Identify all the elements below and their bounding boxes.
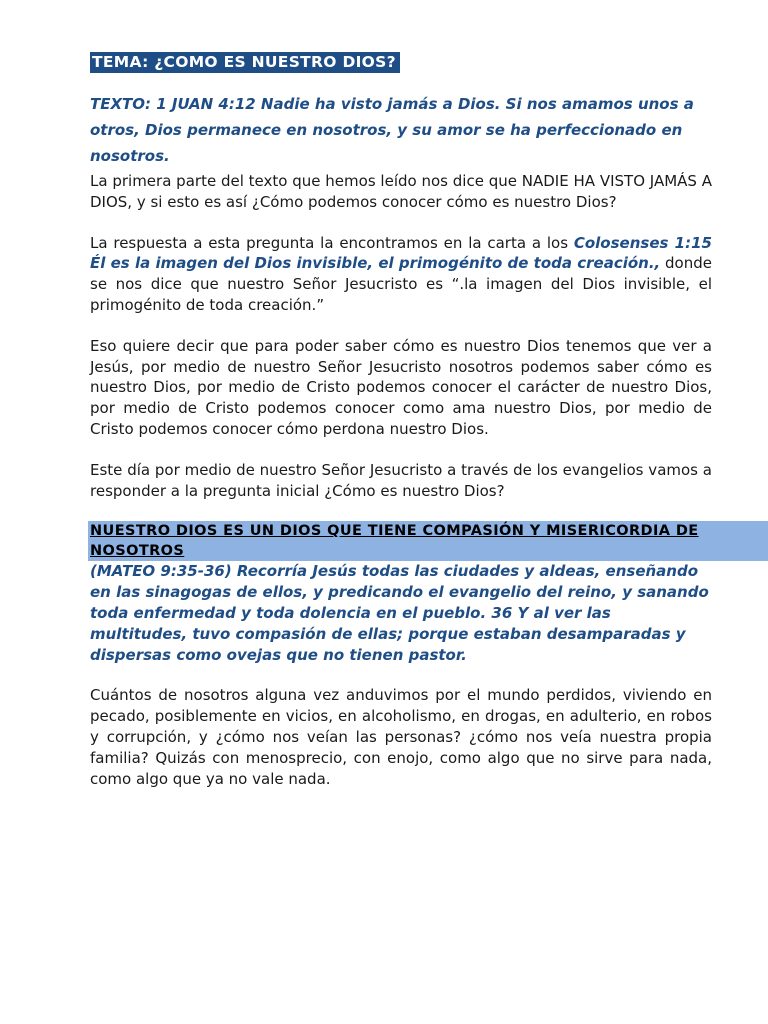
section-heading: NUESTRO DIOS ES UN DIOS QUE TIENE COMPASIÓN Y MISERICORDIA DE NOSOTROS — [88, 521, 768, 561]
paragraph-5: Cuántos de nosotros alguna vez anduvimos por el mundo perdidos, viviendo en pecado, posiblemente en vicios, en alcoholismo, en drogas, en adulterio, en robos y corrupción, y ¿cómo nos veían las personas? ¿cómo nos veía nuestra propia familia? Quizás con menosprecio, con enojo, como algo que no sirve para nada, como algo que ya no vale nada. — [90, 686, 712, 788]
paragraph-3: Eso quiere decir que para poder saber cómo es nuestro Dios tenemos que ver a Jesús, por medio de nuestro Señor Jesucristo nosotros podemos saber cómo es nuestro Dios, por medio de Cristo podemos conocer el carácter de nuestro Dios, por medio de Cristo podemos conocer como ama nuestro Dios, por medio de Cristo podemos conocer cómo perdona nuestro Dios. — [90, 336, 712, 438]
document-body — [90, 52, 712, 789]
mateo-verse: (MATEO 9:35-36) Recorría Jesús todas las ciudades y aldeas, enseñando en las sinagogas de ellos, y predicando el evangelio del reino, y sanando toda enfermedad y toda dolencia en el pueblo. 36 Y al ver las multitudes, tuvo compasión de ellas; porque estaban desamparadas y dispersas como ovejas que no tienen pastor. — [90, 562, 709, 664]
paragraph-2 — [90, 233, 712, 316]
colosenses-reference: Colosenses 1:15 Él es la imagen del Dios invisible, el primogénito de toda creación., — [90, 233, 712, 273]
page-title: TEMA: ¿COMO ES NUESTRO DIOS? — [90, 52, 400, 73]
paragraph-1: La primera parte del texto que hemos leído nos dice que NADIE HA VISTO JAMÁS A DIOS, y si esto es así ¿Cómo podemos conocer cómo es nuestro Dios? — [90, 172, 712, 211]
key-verse: TEXTO: 1 JUAN 4:12 Nadie ha visto jamás a Dios. Si nos amamos unos a otros, Dios permanece en nosotros, y su amor se ha perfeccionado en nosotros. — [90, 95, 694, 165]
paragraph-2-rest: donde se nos dice que nuestro Señor Jesucristo es “.la imagen del Dios invisible, el primogénito de toda creación.” — [90, 254, 712, 314]
paragraph-4: Este día por medio de nuestro Señor Jesucristo a través de los evangelios vamos a responder a la pregunta inicial ¿Cómo es nuestro Dios? — [90, 460, 712, 500]
paragraph-2-intro: La respuesta a esta pregunta la encontramos en la carta a los — [90, 233, 574, 252]
